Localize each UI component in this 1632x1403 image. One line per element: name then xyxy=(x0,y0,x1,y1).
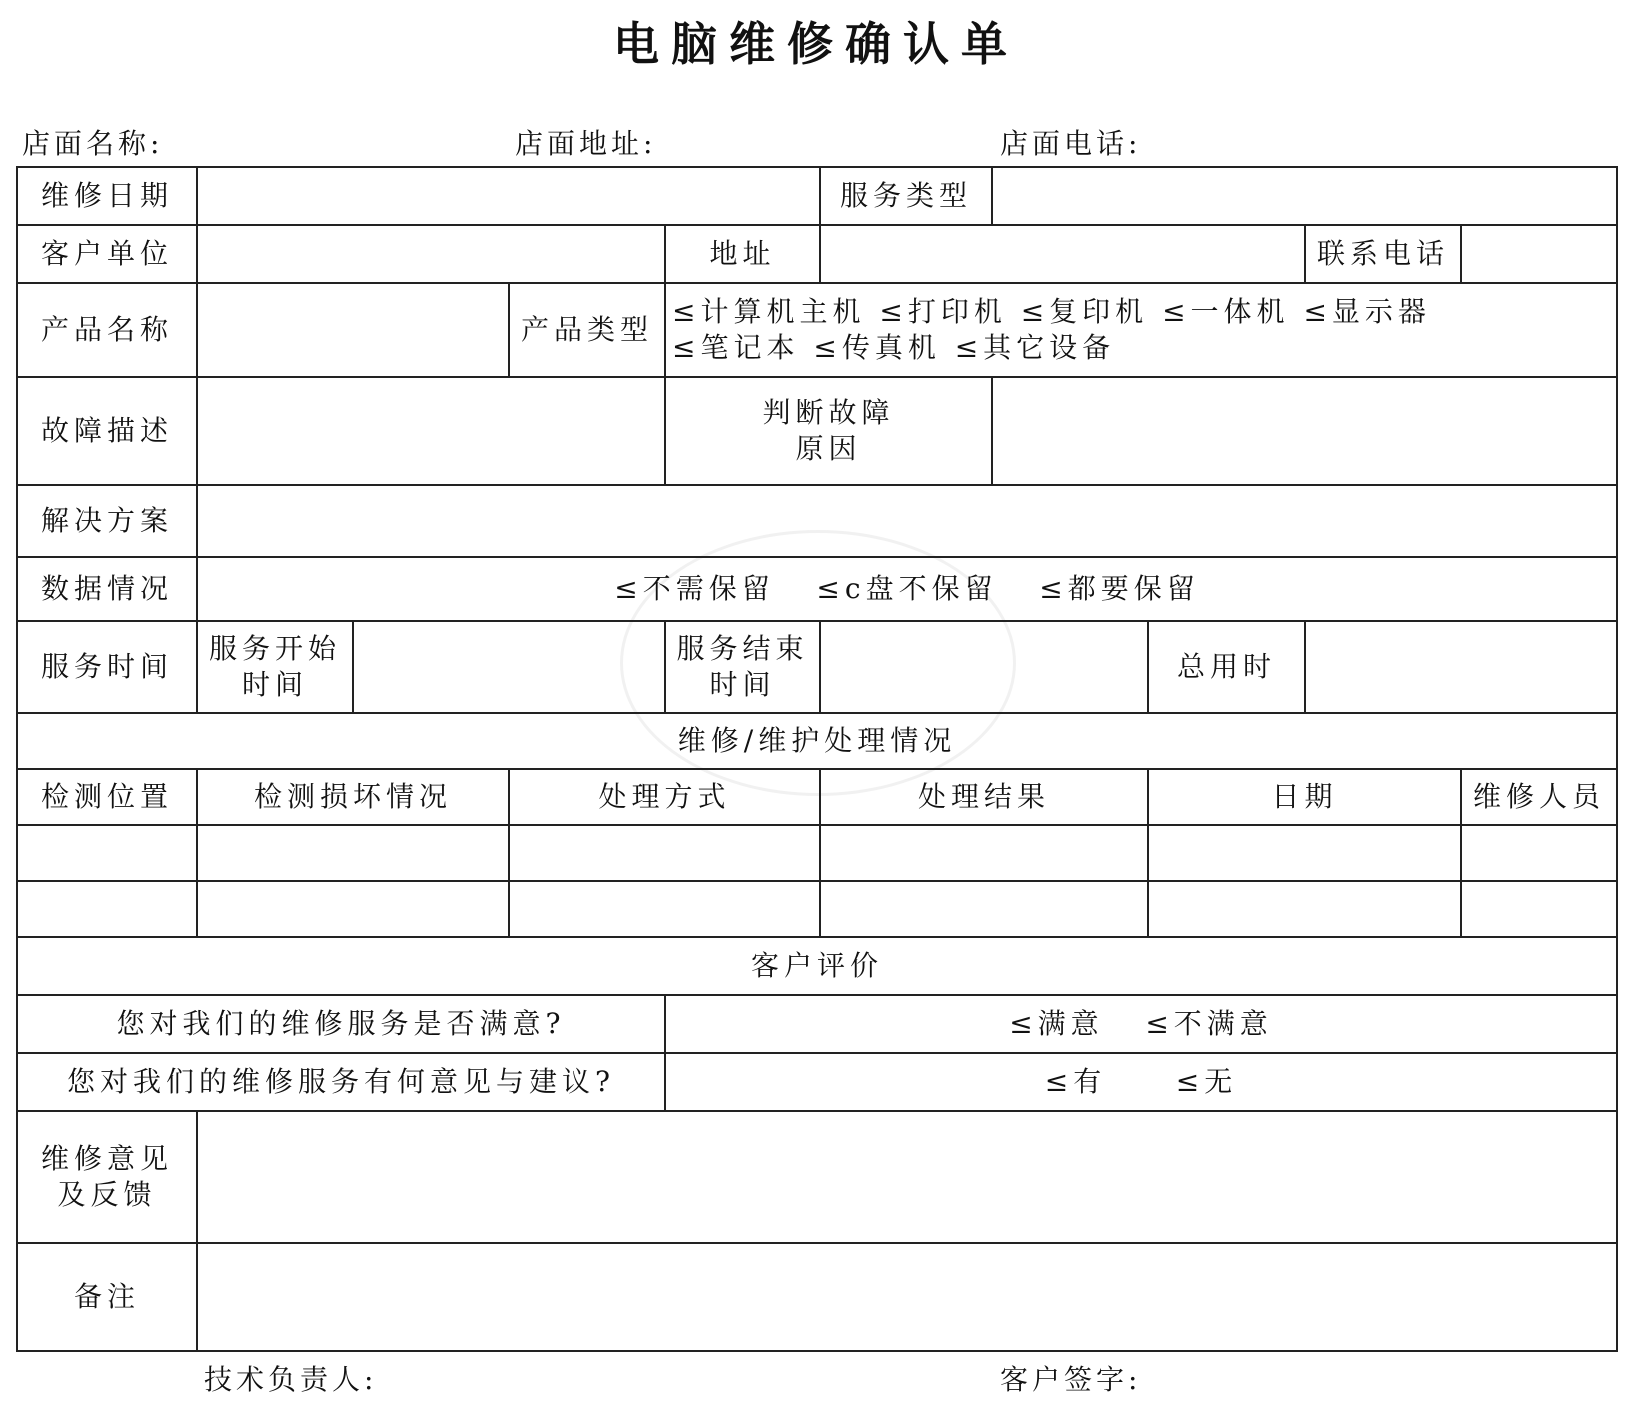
feedback-label-line2: 及反馈 xyxy=(57,1178,157,1211)
table-row-1-cell-1[interactable] xyxy=(18,826,198,882)
contact-phone-label: 联系电话 xyxy=(1306,226,1462,284)
data-status-options-text[interactable]: ≤不需保留 ≤c盘不保留 ≤都要保留 xyxy=(614,571,1200,605)
col-header-damage: 检测损坏情况 xyxy=(198,770,510,826)
satisfaction-options-text[interactable]: ≤满意 ≤不满意 xyxy=(1009,1006,1273,1040)
col-header-result: 处理结果 xyxy=(821,770,1149,826)
service-start-label xyxy=(198,622,354,714)
satisfaction-options[interactable] xyxy=(666,996,1618,1054)
address-field[interactable] xyxy=(821,226,1306,284)
col-header-inspect-location: 检测位置 xyxy=(18,770,198,826)
total-time-field[interactable] xyxy=(1306,622,1618,714)
repair-section-title: 维修/维护处理情况 xyxy=(18,714,1618,770)
service-start-label-line1: 服务开始 xyxy=(208,631,341,665)
address-label: 地址 xyxy=(666,226,821,284)
tech-lead-label: 技术负责人: xyxy=(204,1363,378,1396)
customer-unit-field[interactable] xyxy=(198,226,666,284)
service-start-field[interactable] xyxy=(354,622,666,714)
feedback-label xyxy=(18,1112,198,1244)
service-end-label xyxy=(666,622,821,714)
store-address-label: 店面地址: xyxy=(515,127,657,160)
fault-description-label: 故障描述 xyxy=(18,378,198,486)
product-name-field[interactable] xyxy=(198,284,510,378)
product-name-label: 产品名称 xyxy=(18,284,198,378)
contact-phone-field[interactable] xyxy=(1462,226,1618,284)
solution-label: 解决方案 xyxy=(18,486,198,558)
customer-sign-label: 客户签字: xyxy=(1000,1363,1142,1396)
table-row-1-cell-3[interactable] xyxy=(510,826,821,882)
fault-cause-label xyxy=(666,378,993,486)
customer-unit-label: 客户单位 xyxy=(18,226,198,284)
table-row-1-cell-4[interactable] xyxy=(821,826,1149,882)
suggestion-options-text[interactable]: ≤有 ≤无 xyxy=(1044,1064,1238,1098)
satisfaction-question: 您对我们的维修服务是否满意? xyxy=(18,996,666,1054)
fault-cause-field[interactable] xyxy=(993,378,1618,486)
table-row-1-cell-6[interactable] xyxy=(1462,826,1618,882)
col-header-technician: 维修人员 xyxy=(1462,770,1618,826)
product-type-options-line1[interactable]: ≤计算机主机 ≤打印机 ≤复印机 ≤一体机 ≤显示器 xyxy=(672,294,1431,328)
suggestion-options[interactable] xyxy=(666,1054,1618,1112)
total-time-label: 总用时 xyxy=(1149,622,1306,714)
page-title: 电脑维修确认单 xyxy=(613,17,1019,71)
service-end-label-line2: 时间 xyxy=(709,668,776,701)
service-end-field[interactable] xyxy=(821,622,1149,714)
repair-date-label: 维修日期 xyxy=(18,168,198,226)
solution-field[interactable] xyxy=(198,486,1618,558)
feedback-label-line1: 维修意见 xyxy=(40,1141,173,1175)
table-row-1-cell-5[interactable] xyxy=(1149,826,1462,882)
store-phone-label: 店面电话: xyxy=(1000,127,1142,160)
service-end-label-line1: 服务结束 xyxy=(676,631,809,665)
service-start-label-line2: 时间 xyxy=(241,668,308,701)
remarks-label: 备注 xyxy=(18,1244,198,1352)
data-status-options[interactable] xyxy=(198,558,1618,622)
fault-cause-label-line1: 判断故障 xyxy=(762,395,895,429)
data-status-label: 数据情况 xyxy=(18,558,198,622)
product-type-options-line2[interactable]: ≤笔记本 ≤传真机 ≤其它设备 xyxy=(672,331,1116,364)
table-row-2-cell-5[interactable] xyxy=(1149,882,1462,938)
store-name-label: 店面名称: xyxy=(22,127,164,160)
suggestion-question: 您对我们的维修服务有何意见与建议? xyxy=(18,1054,666,1112)
product-type-label: 产品类型 xyxy=(510,284,666,378)
table-row-2-cell-4[interactable] xyxy=(821,882,1149,938)
fault-description-field[interactable] xyxy=(198,378,666,486)
table-row-2-cell-6[interactable] xyxy=(1462,882,1618,938)
feedback-field[interactable] xyxy=(198,1112,1618,1244)
service-time-label: 服务时间 xyxy=(18,622,198,714)
evaluation-title: 客户评价 xyxy=(18,938,1618,996)
service-type-field[interactable] xyxy=(993,168,1618,226)
col-header-date: 日期 xyxy=(1149,770,1462,826)
repair-date-field[interactable] xyxy=(198,168,821,226)
table-row-1-cell-2[interactable] xyxy=(198,826,510,882)
service-type-label: 服务类型 xyxy=(821,168,993,226)
table-row-2-cell-2[interactable] xyxy=(198,882,510,938)
col-header-handling-method: 处理方式 xyxy=(510,770,821,826)
table-row-2-cell-1[interactable] xyxy=(18,882,198,938)
product-type-options[interactable] xyxy=(666,284,1618,378)
fault-cause-label-line2: 原因 xyxy=(795,432,862,465)
table-row-2-cell-3[interactable] xyxy=(510,882,821,938)
remarks-field[interactable] xyxy=(198,1244,1618,1352)
